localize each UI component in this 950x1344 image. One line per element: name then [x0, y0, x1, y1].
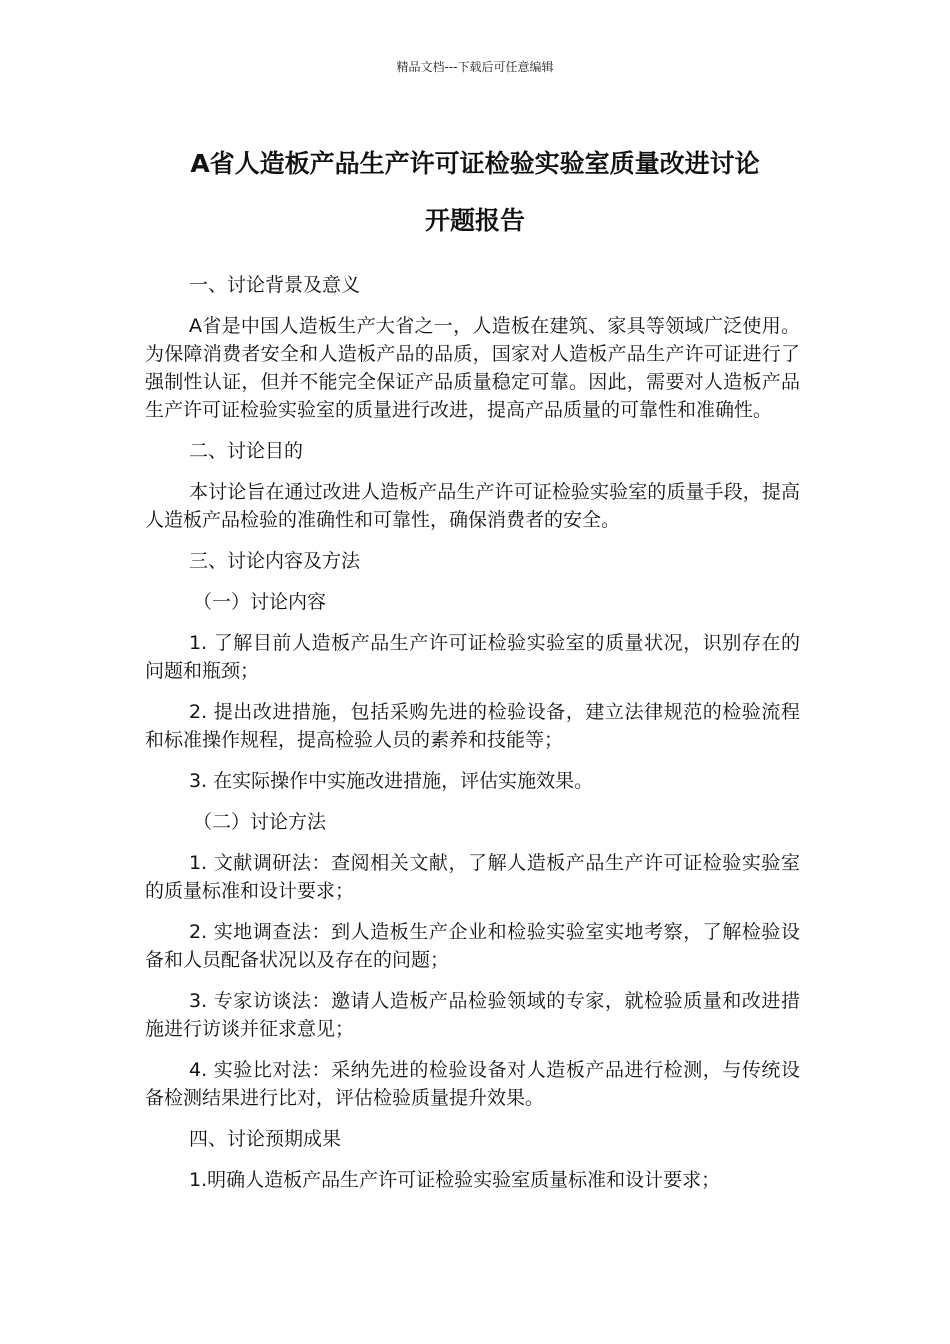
- list-item: 4. 实验比对法：采纳先进的检验设备对人造板产品进行检测，与传统设备检测结果进行比对，评估检验质量提升效果。: [145, 1059, 800, 1109]
- section-heading-purpose: 二、讨论目的: [189, 440, 304, 462]
- section-heading-content-method: 三、讨论内容及方法: [189, 550, 361, 572]
- section-heading-background: 一、讨论背景及意义: [189, 274, 361, 296]
- section-heading-outcomes: 四、讨论预期成果: [189, 1128, 342, 1150]
- subsection-heading-method: （二）讨论方法: [193, 811, 327, 833]
- list-item: 2. 提出改进措施，包括采购先进的检验设备，建立法律规范的检验流程和标准操作规程，提高检验人员的素养和技能等；: [145, 701, 800, 751]
- list-item: 3. 在实际操作中实施改进措施，评估实施效果。: [189, 770, 594, 792]
- paragraph-background: A省是中国人造板生产大省之一，人造板在建筑、家具等领域广泛使用。为保障消费者安全和人造板产品的品质，国家对人造板产品生产许可证进行了强制性认证，但并不能完全保证产品质量稳定可靠。因此，需要对人造板产品生产许可证检验实验室的质量进行改进，提高产品质量的可靠性和准确性。: [145, 315, 800, 421]
- list-item: 2. 实地调查法：到人造板生产企业和检验实验室实地考察，了解检验设备和人员配备状况以及存在的问题；: [145, 921, 800, 971]
- document-title: [100, 135, 850, 249]
- list-item: 1. 文献调研法：查阅相关文献，了解人造板产品生产许可证检验实验室的质量标准和设计要求；: [145, 852, 800, 902]
- document-body: [145, 271, 800, 1207]
- title-line-1: A省人造板产品生产许可证检验实验室质量改进讨论: [190, 149, 760, 178]
- list-item: 3. 专家访谈法：邀请人造板产品检验领域的专家，就检验质量和改进措施进行访谈并征求意见；: [145, 990, 800, 1040]
- header-note: 精品文档---下载后可任意编辑: [396, 60, 554, 74]
- paragraph-purpose: 本讨论旨在通过改进人造板产品生产许可证检验实验室的质量手段，提高人造板产品检验的准确性和可靠性，确保消费者的安全。: [145, 481, 800, 531]
- subsection-heading-content: （一）讨论内容: [193, 591, 327, 613]
- list-item: 1. 了解目前人造板产品生产许可证检验实验室的质量状况，识别存在的问题和瓶颈；: [145, 632, 800, 682]
- title-line-2: 开题报告: [424, 206, 525, 235]
- list-item: 1.明确人造板产品生产许可证检验实验室质量标准和设计要求；: [189, 1169, 721, 1191]
